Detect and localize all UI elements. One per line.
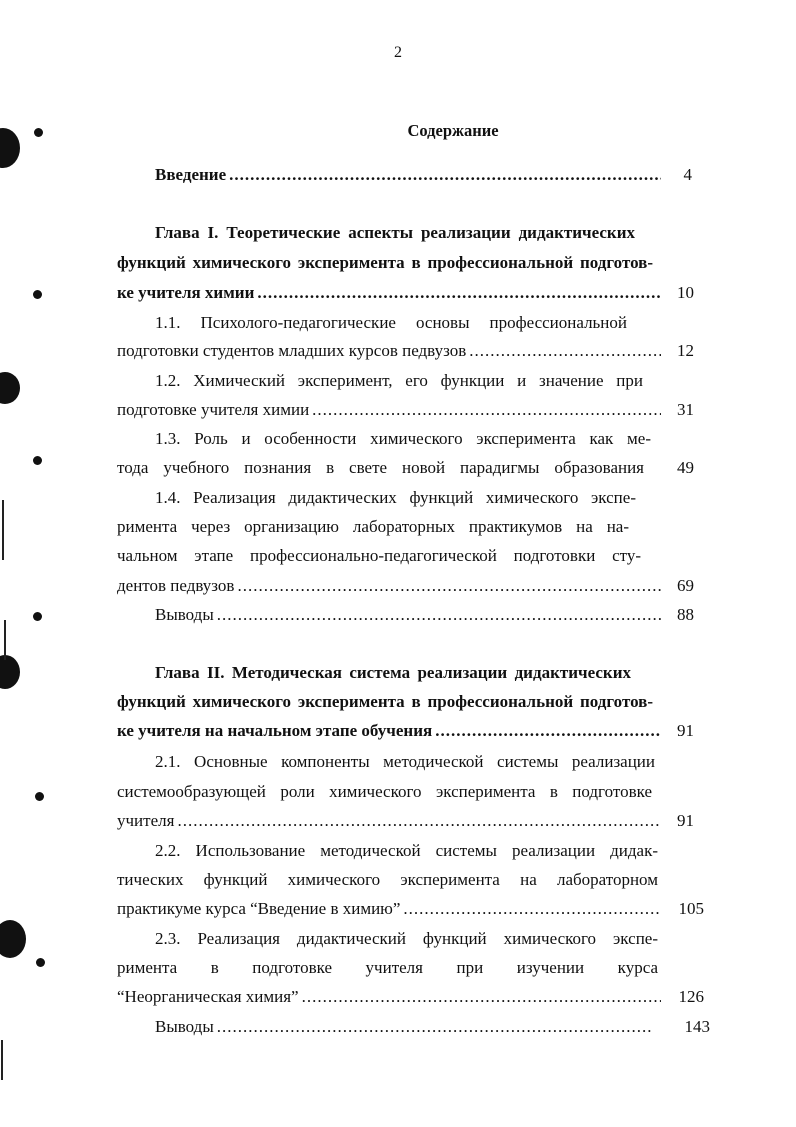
toc-entry-section-2-2[interactable] [117, 898, 665, 920]
toc-entry-section-1-1[interactable] [117, 340, 665, 362]
leader-dots [177, 810, 661, 832]
toc-section-line[interactable]: римента в подготовке учителя при изучении курса [117, 958, 658, 977]
chapter-title-line: ке учителя химии [117, 283, 255, 302]
toc-page-number: 143 [684, 1017, 710, 1036]
binding-hole-mark [0, 920, 26, 958]
scan-speck [1, 1040, 3, 1080]
toc-section-line: дентов педвузов [117, 576, 235, 595]
leader-dots [302, 986, 661, 1008]
toc-section-line[interactable]: системообразующей роли химического эксперимента в подготовке [117, 782, 652, 801]
toc-section-line: Выводы [155, 605, 214, 624]
leader-dots [403, 898, 661, 920]
toc-page-number: 91 [677, 721, 694, 740]
binding-hole-mark [33, 612, 42, 621]
leader-dots [217, 1016, 651, 1038]
toc-entry-conclusions-1[interactable] [155, 604, 665, 626]
toc-section-line[interactable]: 2.3. Реализация дидактический функций химического экспе- [155, 929, 658, 948]
toc-page-number: 49 [677, 458, 694, 477]
toc-section-line[interactable]: чальном этапе профессионально-педагогической подготовки сту- [117, 546, 641, 565]
toc-entry-section-2-1[interactable] [117, 810, 665, 832]
toc-section-line[interactable]: тода учебного познания в свете новой парадигмы образования [117, 458, 644, 477]
toc-section-line[interactable]: 2.2. Использование методической системы реализации дидак- [155, 841, 658, 860]
page-number: 2 [394, 44, 402, 61]
leader-dots [435, 720, 661, 742]
toc-page-number: 4 [683, 165, 692, 184]
toc-entry-section-1-2[interactable] [117, 399, 665, 421]
leader-dots [257, 282, 661, 304]
toc-entry-conclusions-2[interactable] [155, 1016, 655, 1038]
toc-section-line[interactable]: 1.1. Психолого-педагогические основы профессиональной [155, 313, 627, 332]
toc-entry-section-1-4[interactable] [117, 575, 665, 597]
toc-entry-chapter2[interactable] [117, 720, 665, 742]
chapter-title-line[interactable]: Глава I. Теоретические аспекты реализации дидактических [155, 223, 635, 242]
toc-page-number: 10 [677, 283, 694, 302]
toc-section-line: практикуме курса “Введение в химию” [117, 899, 401, 918]
toc-page-number: 105 [678, 899, 704, 918]
toc-section-line[interactable]: 1.2. Химический эксперимент, его функции и значение при [155, 371, 643, 390]
binding-hole-mark [0, 655, 20, 689]
toc-entry-chapter1[interactable] [117, 282, 665, 304]
leader-dots [237, 575, 661, 597]
binding-hole-mark [0, 372, 20, 404]
chapter-title-line: ке учителя на начальном этапе обучения [117, 721, 433, 740]
binding-hole-mark [36, 958, 45, 967]
chapter-title-line[interactable]: функций химического эксперимента в профессиональной подготов- [117, 253, 653, 272]
toc-entry-section-2-3[interactable] [117, 986, 665, 1008]
toc-page-number: 12 [677, 341, 694, 360]
toc-entry-label: Введение [155, 165, 227, 184]
toc-page-number: 31 [677, 400, 694, 419]
toc-page-number: 91 [677, 811, 694, 830]
binding-hole-mark [33, 456, 42, 465]
toc-page-number: 69 [677, 576, 694, 595]
leader-dots [312, 399, 661, 421]
leader-dots [469, 340, 661, 362]
leader-dots [229, 164, 661, 186]
binding-hole-mark [35, 792, 44, 801]
toc-section-line[interactable]: 1.4. Реализация дидактических функций химического экспе- [155, 488, 636, 507]
toc-section-line[interactable]: 1.3. Роль и особенности химического эксперимента как ме- [155, 429, 651, 448]
chapter-title-line[interactable]: Глава II. Методическая система реализации дидактических [155, 663, 631, 682]
toc-section-line[interactable]: римента через организацию лабораторных практикумов на на- [117, 517, 629, 536]
page-title [0, 121, 796, 141]
scan-speck [2, 500, 4, 560]
toc-section-line: подготовке учителя химии [117, 400, 310, 419]
page-title-text: Содержание [407, 121, 499, 140]
toc-section-line: учителя [117, 811, 175, 830]
scan-speck [4, 620, 6, 660]
toc-section-line: “Неорганическая химия” [117, 987, 299, 1006]
leader-dots [217, 604, 661, 626]
toc-section-line: подготовки студентов младших курсов педвузов [117, 341, 467, 360]
toc-section-line[interactable]: тических функций химического эксперимента на лабораторном [117, 870, 658, 889]
toc-section-line[interactable]: 2.1. Основные компоненты методической системы реализации [155, 752, 655, 771]
toc-section-line: Выводы [155, 1017, 214, 1036]
toc-page-number: 88 [677, 605, 694, 624]
toc-page-number: 126 [678, 987, 704, 1006]
binding-hole-mark [33, 290, 42, 299]
toc-entry-intro[interactable] [155, 164, 665, 186]
chapter-title-line[interactable]: функций химического эксперимента в профессиональной подготов- [117, 692, 653, 711]
